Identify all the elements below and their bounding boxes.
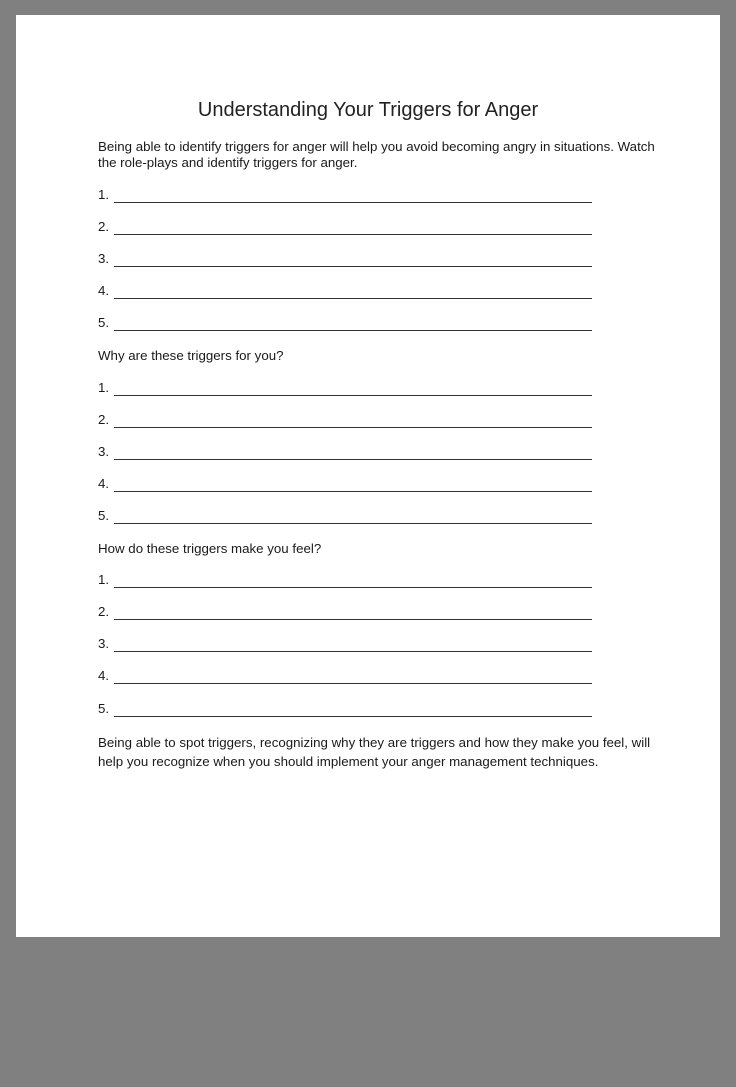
answer-blank[interactable] — [114, 587, 592, 588]
intro-paragraph: Being able to identify triggers for anger will help you avoid becoming angry in situations. Watch the role-plays and identify triggers for anger. — [98, 139, 655, 170]
why-line-1[interactable] — [98, 380, 592, 396]
line-number: 2. — [98, 412, 110, 427]
answer-blank[interactable] — [114, 716, 592, 717]
feel-line-2[interactable] — [98, 604, 592, 620]
line-number: 3. — [98, 251, 110, 266]
feel-heading: How do these triggers make you feel? — [98, 541, 322, 556]
trigger-line-4[interactable] — [98, 283, 592, 299]
line-number: 4. — [98, 668, 110, 683]
answer-blank[interactable] — [114, 298, 592, 299]
line-number: 1. — [98, 187, 110, 202]
why-line-5[interactable] — [98, 508, 592, 524]
answer-blank[interactable] — [114, 651, 592, 652]
trigger-line-2[interactable] — [98, 219, 592, 235]
answer-blank[interactable] — [114, 523, 592, 524]
feel-line-5[interactable] — [98, 701, 592, 717]
answer-blank[interactable] — [114, 330, 592, 331]
answer-blank[interactable] — [114, 683, 592, 684]
line-number: 3. — [98, 636, 110, 651]
answer-blank[interactable] — [114, 202, 592, 203]
line-number: 5. — [98, 508, 110, 523]
line-number: 1. — [98, 380, 110, 395]
answer-blank[interactable] — [114, 619, 592, 620]
worksheet-title: Understanding Your Triggers for Anger — [197, 99, 539, 121]
trigger-line-1[interactable] — [98, 187, 592, 203]
feel-line-3[interactable] — [98, 636, 592, 652]
feel-line-1[interactable] — [98, 572, 592, 588]
feel-line-4[interactable] — [98, 668, 592, 684]
why-triggers-heading: Why are these triggers for you? — [98, 348, 284, 363]
why-line-2[interactable] — [98, 412, 592, 428]
why-line-3[interactable] — [98, 444, 592, 460]
answer-blank[interactable] — [114, 491, 592, 492]
trigger-line-3[interactable] — [98, 251, 592, 267]
line-number: 3. — [98, 444, 110, 459]
answer-blank[interactable] — [114, 395, 592, 396]
answer-blank[interactable] — [114, 459, 592, 460]
line-number: 5. — [98, 701, 110, 716]
line-number: 4. — [98, 476, 110, 491]
answer-blank[interactable] — [114, 266, 592, 267]
answer-blank[interactable] — [114, 234, 592, 235]
answer-blank[interactable] — [114, 427, 592, 428]
line-number: 4. — [98, 283, 110, 298]
line-number: 5. — [98, 315, 110, 330]
worksheet-page — [16, 15, 720, 937]
why-line-4[interactable] — [98, 476, 592, 492]
line-number: 2. — [98, 604, 110, 619]
line-number: 2. — [98, 219, 110, 234]
trigger-line-5[interactable] — [98, 315, 592, 331]
closing-paragraph: Being able to spot triggers, recognizing why they are triggers and how they make you feel, will help you recognize when you should implement your anger management techniques. — [98, 735, 651, 769]
line-number: 1. — [98, 572, 110, 587]
